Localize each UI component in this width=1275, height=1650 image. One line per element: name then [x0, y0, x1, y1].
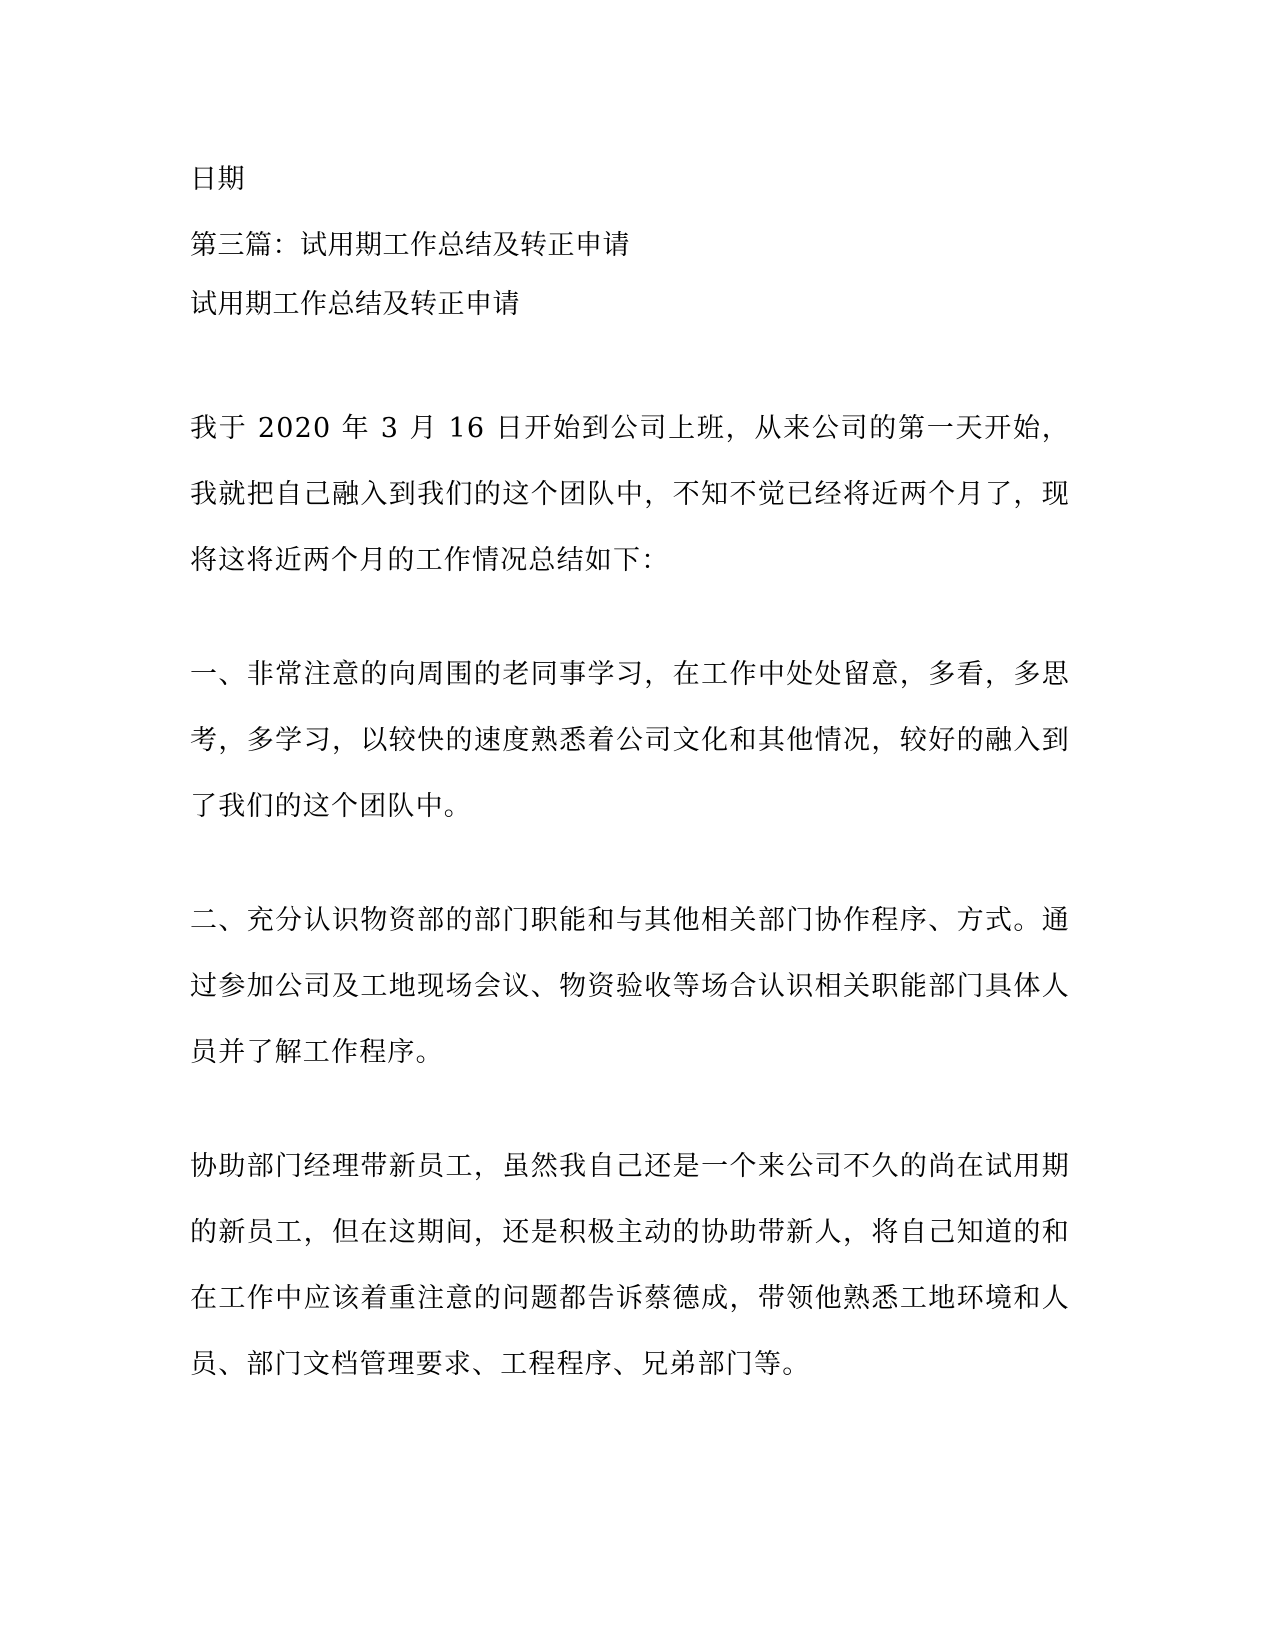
document-title: 试用期工作总结及转正申请: [190, 289, 520, 320]
paragraph-point-one: 一、非常注意的向周围的老同事学习，在工作中处处留意，多看，多思考，多学习，以较快的速度熟悉着公司文化和其他情况，较好的融入到了我们的这个团队中。: [190, 659, 1070, 822]
paragraph-intro: 我于 2020 年 3 月 16 日开始到公司上班，从来公司的第一天开始，我就把自己融入到我们的这个团队中，不知不觉已经将近两个月了，现将这将近两个月的工作情况总结如下：: [190, 413, 1070, 576]
paragraph-mentoring: 协助部门经理带新员工，虽然我自己还是一个来公司不久的尚在试用期的新员工，但在这期间，还是积极主动的协助带新人，将自己知道的和在工作中应该着重注意的问题都告诉蔡德成，带领他熟悉工地环境和人员、部门文档管理要求、工程程序、兄弟部门等。: [190, 1151, 1070, 1380]
section-heading: 第三篇：试用期工作总结及转正申请: [190, 230, 630, 261]
date-heading: 日期: [190, 164, 245, 195]
paragraph-point-two: 二、充分认识物资部的部门职能和与其他相关部门协作程序、方式。通过参加公司及工地现场会议、物资验收等场合认识相关职能部门具体人员并了解工作程序。: [190, 905, 1070, 1068]
